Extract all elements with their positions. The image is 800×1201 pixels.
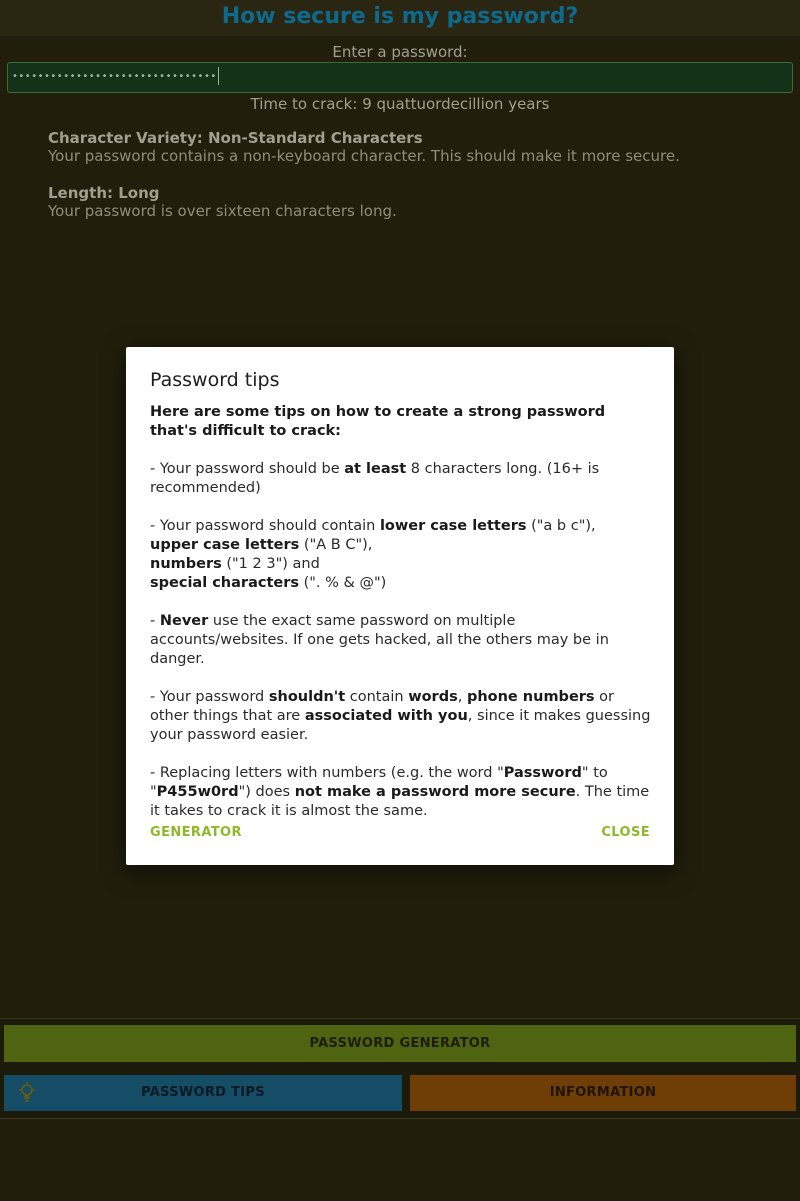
tip-text: 8 characters long. (16+ is recommended) bbox=[150, 461, 600, 496]
tip-emphasis: associated with you bbox=[304, 708, 468, 724]
password-generator-button[interactable]: PASSWORD GENERATOR bbox=[4, 1025, 796, 1062]
tip-emphasis: upper case letters bbox=[150, 537, 300, 553]
tip-emphasis: numbers bbox=[150, 556, 222, 572]
tip-text: - Your password should contain bbox=[150, 518, 380, 534]
tip-emphasis: shouldn't bbox=[268, 689, 346, 705]
tip-text: , since it makes guessing your password easier. bbox=[150, 708, 651, 743]
crack-time-label: Time to crack: bbox=[250, 95, 363, 113]
analysis-heading: Length: Long bbox=[48, 184, 160, 202]
tip-personal-info bbox=[150, 688, 654, 745]
password-tips-dialog bbox=[126, 347, 674, 865]
tip-text: - Replacing letters with numbers (e.g. the word " bbox=[150, 765, 504, 781]
tip-text: , bbox=[457, 689, 467, 705]
crack-time-value: 9 quattuordecillion years bbox=[362, 95, 550, 113]
tip-emphasis: Never bbox=[159, 613, 209, 629]
tip-emphasis: at least bbox=[344, 461, 407, 477]
tip-text: (". % & @") bbox=[299, 575, 387, 591]
tip-length bbox=[150, 460, 654, 498]
dialog-close-button[interactable]: CLOSE bbox=[601, 825, 650, 840]
tip-text: - Your password should be bbox=[150, 461, 345, 477]
tip-text: ") does bbox=[238, 784, 295, 800]
dialog-body bbox=[150, 403, 654, 840]
analysis-detail: Your password is over sixteen characters long. bbox=[48, 202, 397, 220]
tip-emphasis: Password bbox=[503, 765, 582, 781]
tip-text: ("a b c"), bbox=[526, 518, 596, 534]
app-title: How secure is my password? bbox=[221, 4, 579, 29]
dialog-title: Password tips bbox=[150, 369, 280, 391]
tip-characters bbox=[150, 517, 654, 593]
tip-emphasis: words bbox=[408, 689, 458, 705]
tip-text: . The time it takes to crack it is almost the same. bbox=[150, 784, 650, 819]
tips-intro bbox=[150, 403, 654, 441]
dialog-actions bbox=[150, 825, 650, 845]
tip-text: - bbox=[150, 613, 160, 629]
tip-text: use the exact same password on multiple accounts/websites. If one gets hacked, all the others may be in danger. bbox=[150, 613, 609, 667]
analysis-detail: Your password contains a non-keyboard character. This should make it more secure. bbox=[48, 147, 680, 165]
tip-emphasis: not make a password more secure bbox=[294, 784, 576, 800]
tip-text: - Your password bbox=[150, 689, 269, 705]
dialog-generator-button[interactable]: GENERATOR bbox=[150, 825, 242, 840]
information-button[interactable]: INFORMATION bbox=[410, 1075, 796, 1111]
password-tips-label: PASSWORD TIPS bbox=[141, 1085, 265, 1100]
tip-text: contain bbox=[345, 689, 409, 705]
tip-emphasis: phone numbers bbox=[466, 689, 595, 705]
password-field-label: Enter a password: bbox=[332, 43, 468, 61]
tip-text: ("1 2 3") and bbox=[221, 556, 320, 572]
password-masked-value: •••••••••••••••••••••••••••••••• bbox=[12, 71, 217, 82]
tip-text: or other things that are bbox=[150, 689, 615, 724]
tip-emphasis: P455w0rd bbox=[156, 784, 239, 800]
tip-emphasis: special characters bbox=[150, 575, 299, 591]
tip-substitution bbox=[150, 764, 654, 821]
tip-emphasis: lower case letters bbox=[379, 518, 527, 534]
tip-text: ("A B C"), bbox=[299, 537, 373, 553]
tip-text: " to " bbox=[150, 765, 608, 800]
tips-intro-text: Here are some tips on how to create a strong password that's difficult to crack: bbox=[150, 404, 606, 439]
analysis-heading: Character Variety: Non-Standard Characters bbox=[48, 129, 423, 147]
tip-reuse bbox=[150, 612, 654, 669]
